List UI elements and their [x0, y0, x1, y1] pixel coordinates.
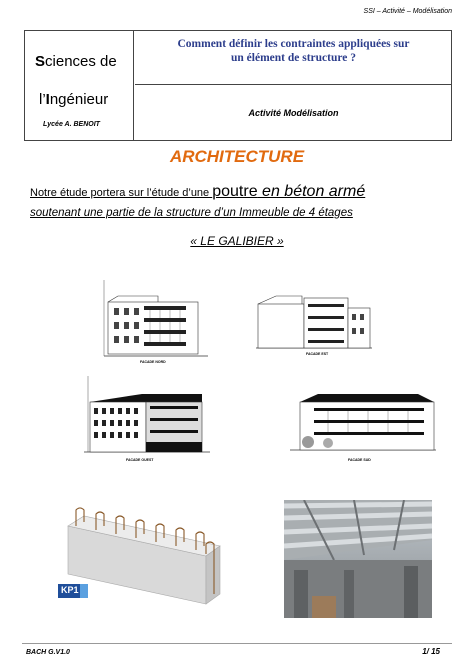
facade-ouest-caption: FACADE OUEST: [126, 458, 154, 462]
facade-est-caption: FACADE EST: [306, 352, 329, 356]
support-line: soutenant une partie de la structure d’un Immeuble de 4 étages: [30, 207, 353, 219]
facade-sud-drawing: [288, 380, 438, 460]
study-line: Notre étude portera sur l’étude d’une poutre en béton armé: [30, 183, 366, 200]
question-text: Comment définir les contraintes appliquées sur un élément de structure ?: [177, 38, 410, 64]
lycee-name: Lycée A. BENOIT: [43, 121, 100, 128]
facade-nord-drawing: [100, 272, 210, 362]
facade-nord-caption: FACADE NORD: [140, 360, 166, 364]
facade-sud-caption: FACADE SUD: [348, 458, 371, 462]
facade-ouest-drawing: [82, 372, 212, 460]
school-cell: [25, 31, 134, 140]
section-heading: ARCHITECTURE: [169, 147, 305, 166]
facade-est-drawing: [254, 286, 374, 356]
building-name: « LE GALIBIER »: [190, 234, 284, 248]
page-header: SSI – Activité – Modélisation: [363, 8, 452, 15]
footer-divider: [22, 643, 452, 644]
activity-cell: [135, 86, 452, 140]
title-block: [24, 30, 452, 141]
footer-version: BACH G.V1.0: [26, 649, 70, 656]
beam-3d-render: [56, 504, 236, 612]
school-name-line2: l’Ingénieur: [39, 91, 109, 108]
activity-title: Activité Modélisation: [248, 108, 339, 118]
beam-ceiling-photo: [284, 500, 432, 618]
footer-page-number: 1/ 15: [422, 647, 440, 656]
beam-label: KP1: [61, 585, 79, 595]
school-name-line1: Sciences de: [35, 53, 117, 70]
question-cell: [135, 31, 452, 85]
